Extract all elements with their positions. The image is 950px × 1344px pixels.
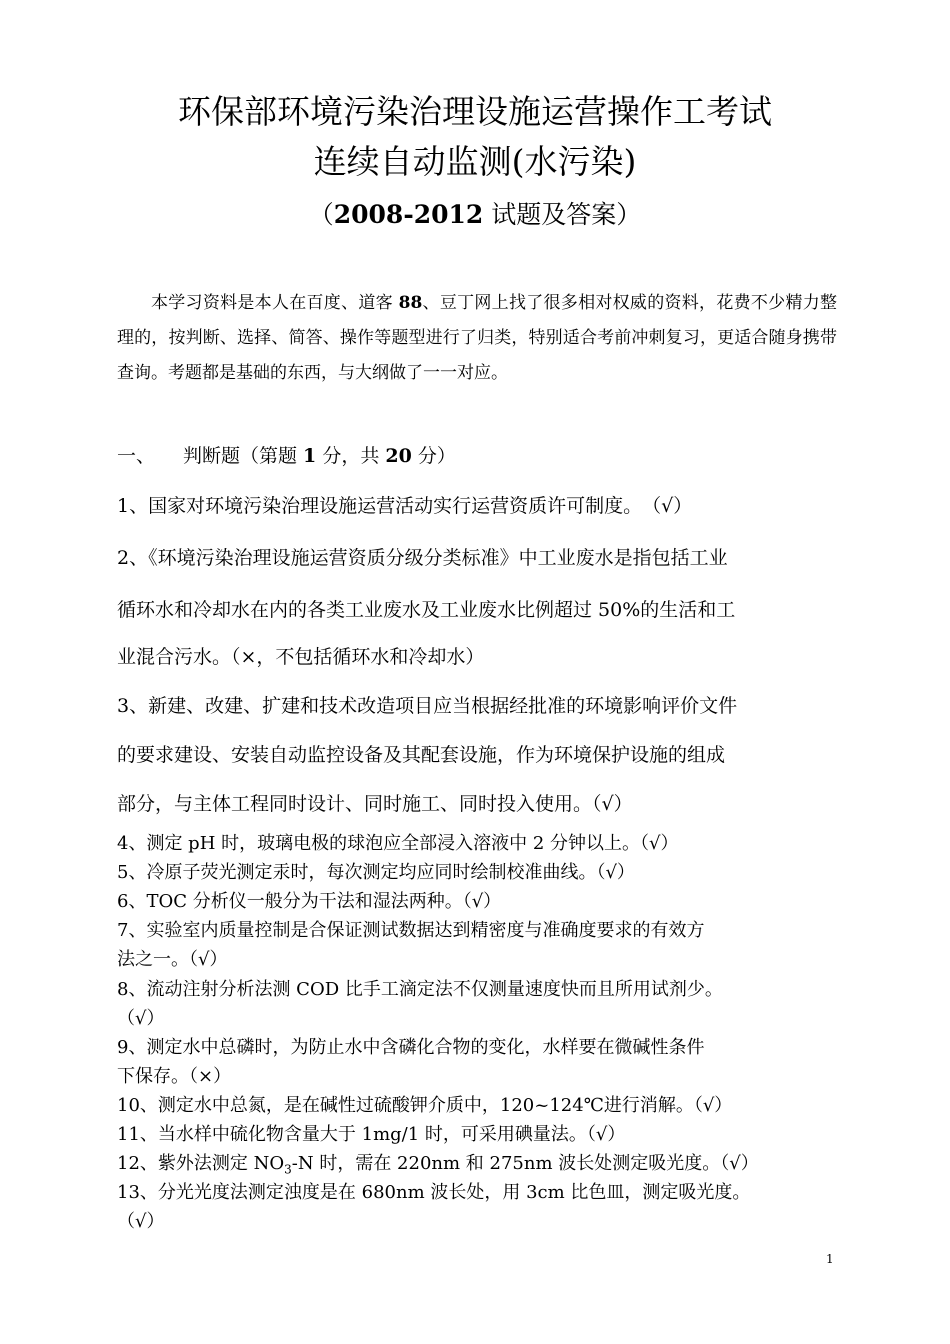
question-2-line3: 业混合污水。（×，不包括循环水和冷却水） — [117, 646, 485, 668]
section-text-b: 分，共 — [316, 445, 386, 467]
section-bold-a: 1 — [303, 445, 317, 467]
page-number: 1 — [826, 1252, 834, 1266]
question-2-line2: 循环水和冷却水在内的各类工业废水及工业废水比例超过 50%的生活和工 — [117, 599, 736, 621]
intro-paragraph — [117, 286, 837, 391]
doc-subtitle — [0, 200, 950, 230]
subtitle-rest: 试题及答案） — [483, 200, 642, 229]
question-7-line1: 7、实验室内质量控制是合保证测试数据达到精密度与准确度要求的有效方 — [117, 920, 705, 941]
subtitle-years: 2008-2012 — [333, 200, 484, 229]
question-12-b: -N 时，需在 220nm 和 275nm 波长处测定吸光度。（√） — [291, 1153, 759, 1174]
intro-bold: 88 — [398, 293, 423, 313]
question-5: 5、冷原子荧光测定汞时，每次测定均应同时绘制校准曲线。（√） — [117, 862, 635, 883]
question-12-a: 12、紫外法测定 NO — [117, 1153, 285, 1174]
question-10: 10、测定水中总氮，是在碱性过硫酸钾介质中，120~124℃进行消解。（√） — [117, 1095, 733, 1116]
question-6: 6、TOC 分析仪一般分为干法和湿法两种。（√） — [117, 891, 502, 912]
question-13-line1: 13、分光光度法测定浊度是在 680nm 波长处，用 3cm 比色皿，测定吸光度。 — [117, 1182, 751, 1203]
section-number: 一、 — [117, 445, 156, 467]
question-13-line2: （√） — [117, 1211, 165, 1232]
section-text-c: 分） — [411, 445, 456, 467]
question-9-line1: 9、测定水中总磷时，为防止水中含磷化合物的变化，水样要在微碱性条件 — [117, 1037, 705, 1058]
section-heading — [117, 443, 456, 469]
question-3-line1: 3、新建、改建、扩建和技术改造项目应当根据经批准的环境影响评价文件 — [117, 695, 738, 717]
question-11: 11、当水样中硫化物含量大于 1mg/1 时，可采用碘量法。（√） — [117, 1124, 626, 1145]
intro-part2: 、豆丁网上找了很多相对权威的资料，花费不少精力整理的，按判断、选择、简答、操作等题型进行了归类，特别适合考前冲刺复习，更适合随身携带查询。考题都是基础的东西，与大纲做了一一对应。 — [117, 293, 838, 383]
question-12 — [117, 1152, 759, 1182]
question-9-line2: 下保存。（×） — [117, 1066, 232, 1087]
question-4: 4、测定 pH 时，玻璃电极的球泡应全部浸入溶液中 2 分钟以上。（√） — [117, 833, 679, 854]
question-8-line1: 8、流动注射分析法测 COD 比手工滴定法不仅测量速度快而且所用试剂少。 — [117, 979, 723, 1000]
section-text-a: 判断题（第题 — [183, 445, 304, 467]
question-8-line2: （√） — [117, 1008, 165, 1029]
section-bold-b: 20 — [385, 445, 412, 467]
doc-title-line1: 环保部环境污染治理设施运营操作工考试 — [178, 92, 772, 131]
question-1: 1、国家对环境污染治理设施运营活动实行运营资质许可制度。 （√） — [117, 495, 693, 517]
question-2-line1: 2、《环境污染治理设施运营资质分级分类标准》中工业废水是指包括工业 — [117, 547, 728, 569]
subtitle-open: （ — [308, 200, 334, 229]
question-7-line2: 法之一。（√） — [117, 949, 228, 970]
question-3-line2: 的要求建设、安装自动监控设备及其配套设施，作为环境保护设施的组成 — [117, 744, 726, 766]
doc-title-line2: 连续自动监测(水污染) — [313, 142, 637, 181]
question-12-subscript: 3 — [284, 1162, 292, 1177]
question-3-line3: 部分，与主体工程同时设计、同时施工、同时投入使用。（√） — [117, 793, 633, 815]
intro-part1: 本学习资料是本人在百度、道客 — [151, 293, 399, 313]
